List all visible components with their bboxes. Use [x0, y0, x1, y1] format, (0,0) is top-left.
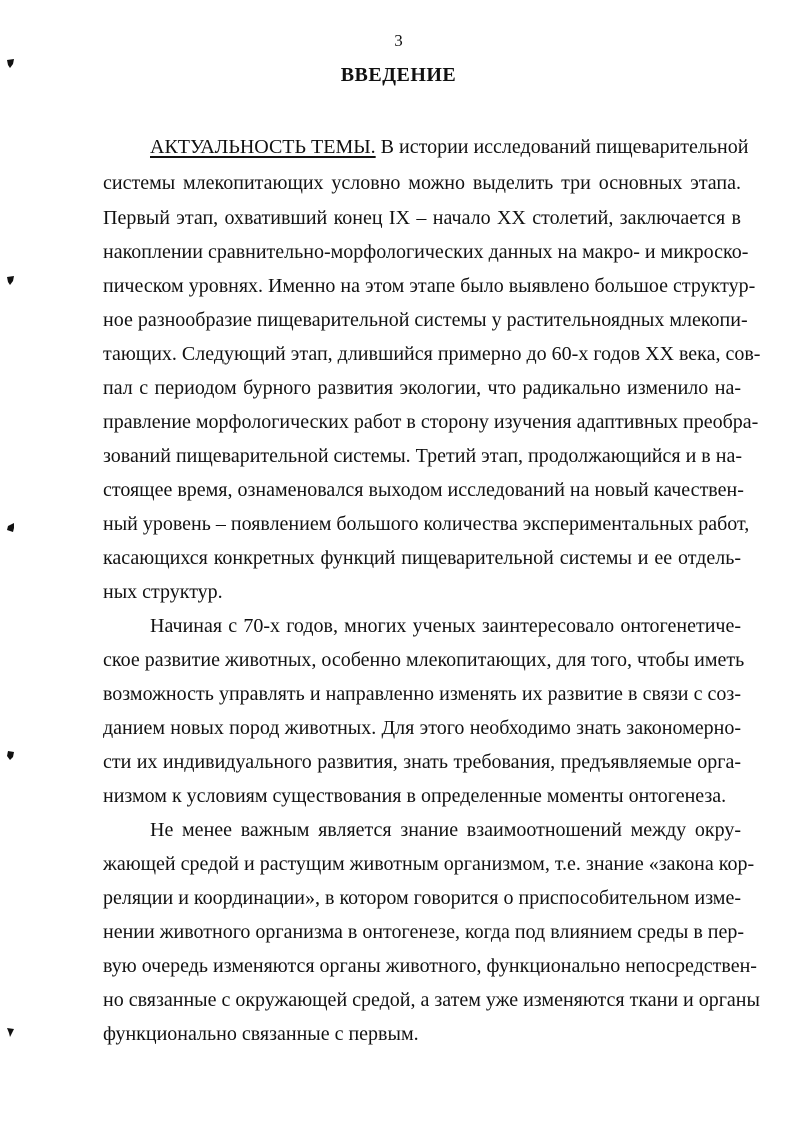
text-line: тающих. Следующий этап, длившийся примерно до 60-х годов XX века, сов-: [103, 343, 761, 365]
text-line: ное разнообразие пищеварительной системы у растительноядных млекопи-: [103, 309, 748, 331]
text-line: ных структур.: [103, 581, 223, 603]
binding-hole-mark-icon: [6, 522, 15, 533]
text-line: [150, 132, 749, 162]
text-line: реляции и координации», в котором говорится о приспособительном изме-: [103, 887, 741, 909]
text-line: касающихся конкретных функций пищеварительной системы и ее отдель-: [103, 547, 741, 569]
text-line: стоящее время, ознаменовался выходом исследований на новый качествен-: [103, 479, 744, 501]
text-line: нении животного организма в онтогенезе, когда под влиянием среды в пер-: [103, 921, 744, 943]
text-line: зований пищеварительной системы. Третий этап, продолжающийся и в на-: [103, 445, 742, 467]
text-line: ское развитие животных, особенно млекопитающих, для того, чтобы иметь: [103, 649, 745, 671]
text-line: данием новых пород животных. Для этого необходимо знать закономерно-: [103, 717, 741, 739]
text-line: системы млекопитающих условно можно выделить три основных этапа.: [103, 172, 741, 194]
section-lead: АКТУАЛЬНОСТЬ ТЕМЫ.: [150, 136, 376, 158]
page-number: 3: [394, 31, 403, 50]
text-line: накоплении сравнительно-морфологических данных на макро- и микроско-: [103, 241, 749, 263]
text-line-content: В истории исследований пищеварительной: [375, 136, 749, 158]
text-line: жающей средой и растущим животным организмом, т.е. знание «закона кор-: [103, 853, 755, 875]
text-line: сти их индивидуального развития, знать требования, предъявляемые орга-: [103, 751, 741, 773]
text-line: Не менее важным является знание взаимоотношений между окру-: [150, 819, 741, 841]
text-line: правление морфологических работ в сторону изучения адаптивных преобра-: [103, 411, 759, 433]
text-line: пал с периодом бурного развития экологии, что радикально изменило на-: [103, 377, 741, 399]
text-line: ный уровень – появлением большого количества экспериментальных работ,: [103, 513, 750, 535]
text-line: возможность управлять и направленно изменять их развитие в связи с соз-: [103, 683, 741, 705]
binding-hole-mark-icon: [6, 275, 15, 286]
binding-hole-mark-icon: [6, 1027, 15, 1038]
text-line: вую очередь изменяются органы животного, функционально непосредствен-: [103, 955, 757, 977]
text-line: Начиная с 70-х годов, многих ученых заинтересовало онтогенетиче-: [150, 615, 741, 637]
page-title: ВВЕДЕНИЕ: [340, 64, 457, 86]
text-line: функционально связанные с первым.: [103, 1023, 419, 1045]
text-line: Первый этап, охвативший конец IX – начало XX столетий, заключается в: [103, 207, 741, 229]
binding-hole-mark-icon: [6, 750, 15, 761]
text-line: но связанные с окружающей средой, а затем уже изменяются ткани и органы: [103, 989, 760, 1011]
text-line: низмом к условиям существования в определенные моменты онтогенеза.: [103, 785, 727, 807]
text-line: пическом уровнях. Именно на этом этапе было выявлено большое структур-: [103, 275, 756, 297]
binding-hole-mark-icon: [6, 58, 15, 69]
